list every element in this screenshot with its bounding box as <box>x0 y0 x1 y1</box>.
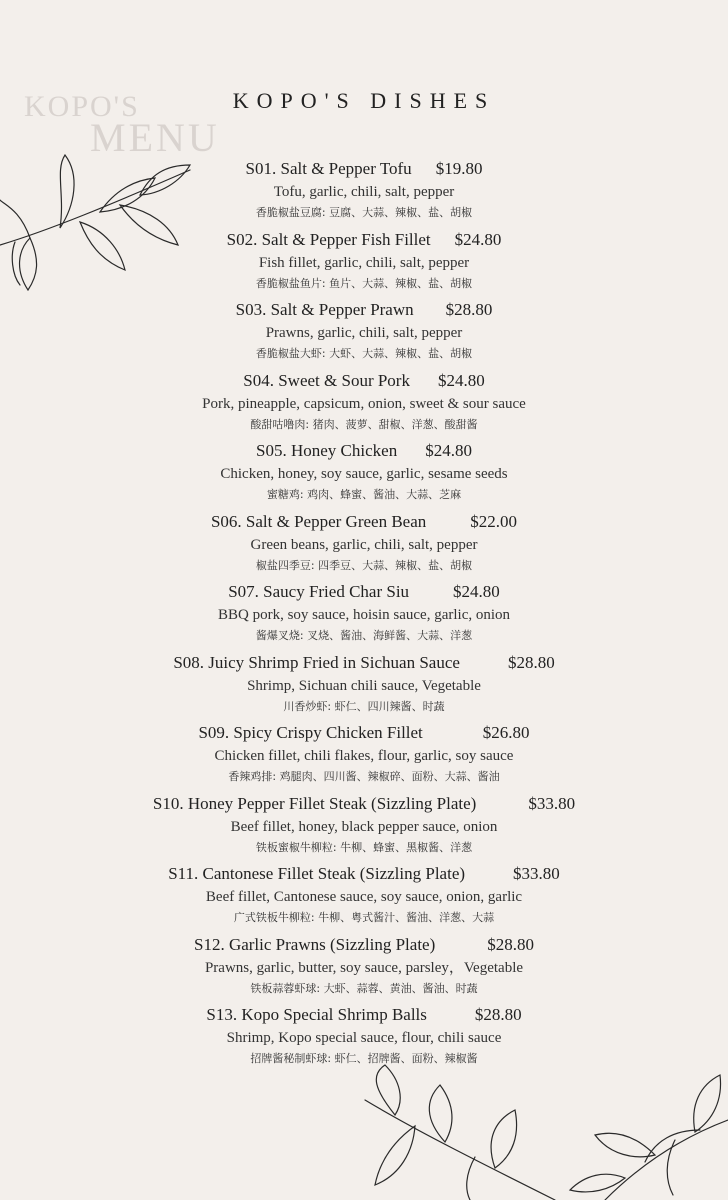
dish-name: S09. Spicy Crispy Chicken Fillet <box>198 723 423 742</box>
dish-name: S07. Saucy Fried Char Siu <box>228 582 410 601</box>
dish-item <box>0 369 728 440</box>
dish-chinese-description: 酸甜咕噜肉: 猪肉、菠萝、甜椒、洋葱、酸甜酱 <box>250 417 478 431</box>
dish-chinese-description: 铁板蜜椒牛柳粒: 牛柳、蜂蜜、黑椒酱、洋葱 <box>255 840 473 854</box>
dish-chinese-description: 招牌酱秘制虾球: 虾仁、招牌酱、面粉、辣椒酱 <box>250 1052 478 1065</box>
dish-description: BBQ pork, soy sauce, hoisin sauce, garlic, onion <box>217 607 511 623</box>
dish-name: S10. Honey Pepper Fillet Steak (Sizzling Plate) <box>152 793 477 813</box>
dish-price: $28.80 <box>487 934 534 954</box>
dish-description: Beef fillet, honey, black pepper sauce, onion <box>230 818 498 835</box>
dish-heading <box>0 580 728 604</box>
dish-price: $28.80 <box>507 652 555 672</box>
dish-heading <box>0 228 728 252</box>
dish-item <box>0 651 728 722</box>
dish-item <box>0 792 728 863</box>
watermark-line-2: MENU <box>90 115 220 160</box>
dish-price: $28.80 <box>474 1005 522 1024</box>
dish-description: Fish fillet, garlic, chili, salt, pepper <box>258 254 470 271</box>
dish-heading <box>0 439 728 463</box>
dish-chinese-description: 铁板蒜蓉虾球: 大虾、蒜蓉、黄油、酱油、时蔬 <box>250 981 478 995</box>
dish-price: $28.80 <box>445 300 493 319</box>
dish-heading <box>0 157 728 181</box>
dish-name: S05. Honey Chicken <box>256 441 398 460</box>
dish-chinese-description: 酱爆叉烧: 叉烧、酱油、海鲜酱、大蒜、洋葱 <box>255 629 473 642</box>
dish-name: S13. Kopo Special Shrimp Balls <box>206 1005 427 1024</box>
leaf-branch-right-icon <box>355 1060 728 1200</box>
dish-description: Prawns, garlic, butter, soy sauce, parsley，Vegetable <box>204 959 524 976</box>
dish-description: Shrimp, Sichuan chili sauce, Vegetable <box>247 677 481 694</box>
watermark-line-1: KOPO'S <box>24 90 140 123</box>
dish-heading <box>0 651 728 675</box>
dish-chinese-description: 蜜糖鸡: 鸡肉、蜂蜜、酱油、大蒜、芝麻 <box>266 488 462 501</box>
dish-price: $19.80 <box>435 159 483 178</box>
dish-price: $26.80 <box>482 723 530 742</box>
dish-chinese-description: 川香炒虾: 虾仁、四川辣酱、时蔬 <box>283 699 445 713</box>
dish-name: S02. Salt & Pepper Fish Fillet <box>226 229 431 249</box>
dish-heading <box>0 721 728 745</box>
dish-item <box>0 933 728 1004</box>
dish-description: Beef fillet, Cantonese sauce, soy sauce, onion, garlic <box>205 889 523 905</box>
dish-name: S11. Cantonese Fillet Steak (Sizzling Plate) <box>168 864 466 883</box>
dish-name: S12. Garlic Prawns (Sizzling Plate) <box>193 934 436 954</box>
dish-item <box>0 157 728 228</box>
dish-description: Prawns, garlic, chili, salt, pepper <box>265 325 463 341</box>
dish-item <box>0 298 728 369</box>
dish-chinese-description: 香脆椒盐鱼片: 鱼片、大蒜、辣椒、盐、胡椒 <box>255 276 473 290</box>
dish-name: S03. Salt & Pepper Prawn <box>235 300 414 319</box>
dish-item <box>0 862 728 933</box>
dish-price: $24.80 <box>425 441 472 460</box>
dish-heading <box>0 1003 728 1027</box>
dish-chinese-description: 香辣鸡排: 鸡腿肉、四川酱、辣椒碎、面粉、大蒜、酱油 <box>228 770 500 783</box>
dish-item <box>0 721 728 792</box>
dish-description: Green beans, garlic, chili, salt, pepper <box>250 536 478 553</box>
dish-price: $33.80 <box>513 864 560 883</box>
page-title: KOPO'S DISHES <box>232 88 496 113</box>
dish-item <box>0 510 728 581</box>
dish-item <box>0 439 728 510</box>
dish-price: $24.80 <box>454 229 502 249</box>
dish-item <box>0 228 728 299</box>
dish-name: S08. Juicy Shrimp Fried in Sichuan Sauce <box>173 652 460 672</box>
dish-heading <box>0 862 728 886</box>
dish-heading <box>0 298 728 322</box>
dish-name: S01. Salt & Pepper Tofu <box>245 159 412 178</box>
dish-price: $22.00 <box>470 511 518 531</box>
dish-description: Chicken fillet, chili flakes, flour, garlic, soy sauce <box>214 748 514 764</box>
dish-price: $24.80 <box>453 582 500 601</box>
dish-name: S04. Sweet & Sour Pork <box>243 370 410 390</box>
dish-chinese-description: 香脆椒盐豆腐: 豆腐、大蒜、辣椒、盐、胡椒 <box>255 206 473 219</box>
dish-list <box>0 157 728 1074</box>
dish-heading <box>0 510 728 534</box>
dish-price: $33.80 <box>528 793 576 813</box>
dish-chinese-description: 香脆椒盐大虾: 大虾、大蒜、辣椒、盐、胡椒 <box>255 347 473 360</box>
dish-description: Chicken, honey, soy sauce, garlic, sesame seeds <box>220 466 508 482</box>
dish-chinese-description: 椒盐四季豆: 四季豆、大蒜、辣椒、盐、胡椒 <box>255 558 473 572</box>
dish-item <box>0 580 728 651</box>
dish-chinese-description: 广式铁板牛柳粒: 牛柳、粤式酱汁、酱油、洋葱、大蒜 <box>233 911 495 924</box>
dish-description: Tofu, garlic, chili, salt, pepper <box>273 184 455 200</box>
dish-description: Pork, pineapple, capsicum, onion, sweet & sour sauce <box>202 395 526 412</box>
dish-heading <box>0 369 728 393</box>
dish-description: Shrimp, Kopo special sauce, flour, chili sauce <box>226 1030 502 1046</box>
dish-name: S06. Salt & Pepper Green Bean <box>210 511 427 531</box>
dish-price: $24.80 <box>437 370 485 390</box>
dish-heading <box>0 933 728 957</box>
dish-heading <box>0 792 728 816</box>
